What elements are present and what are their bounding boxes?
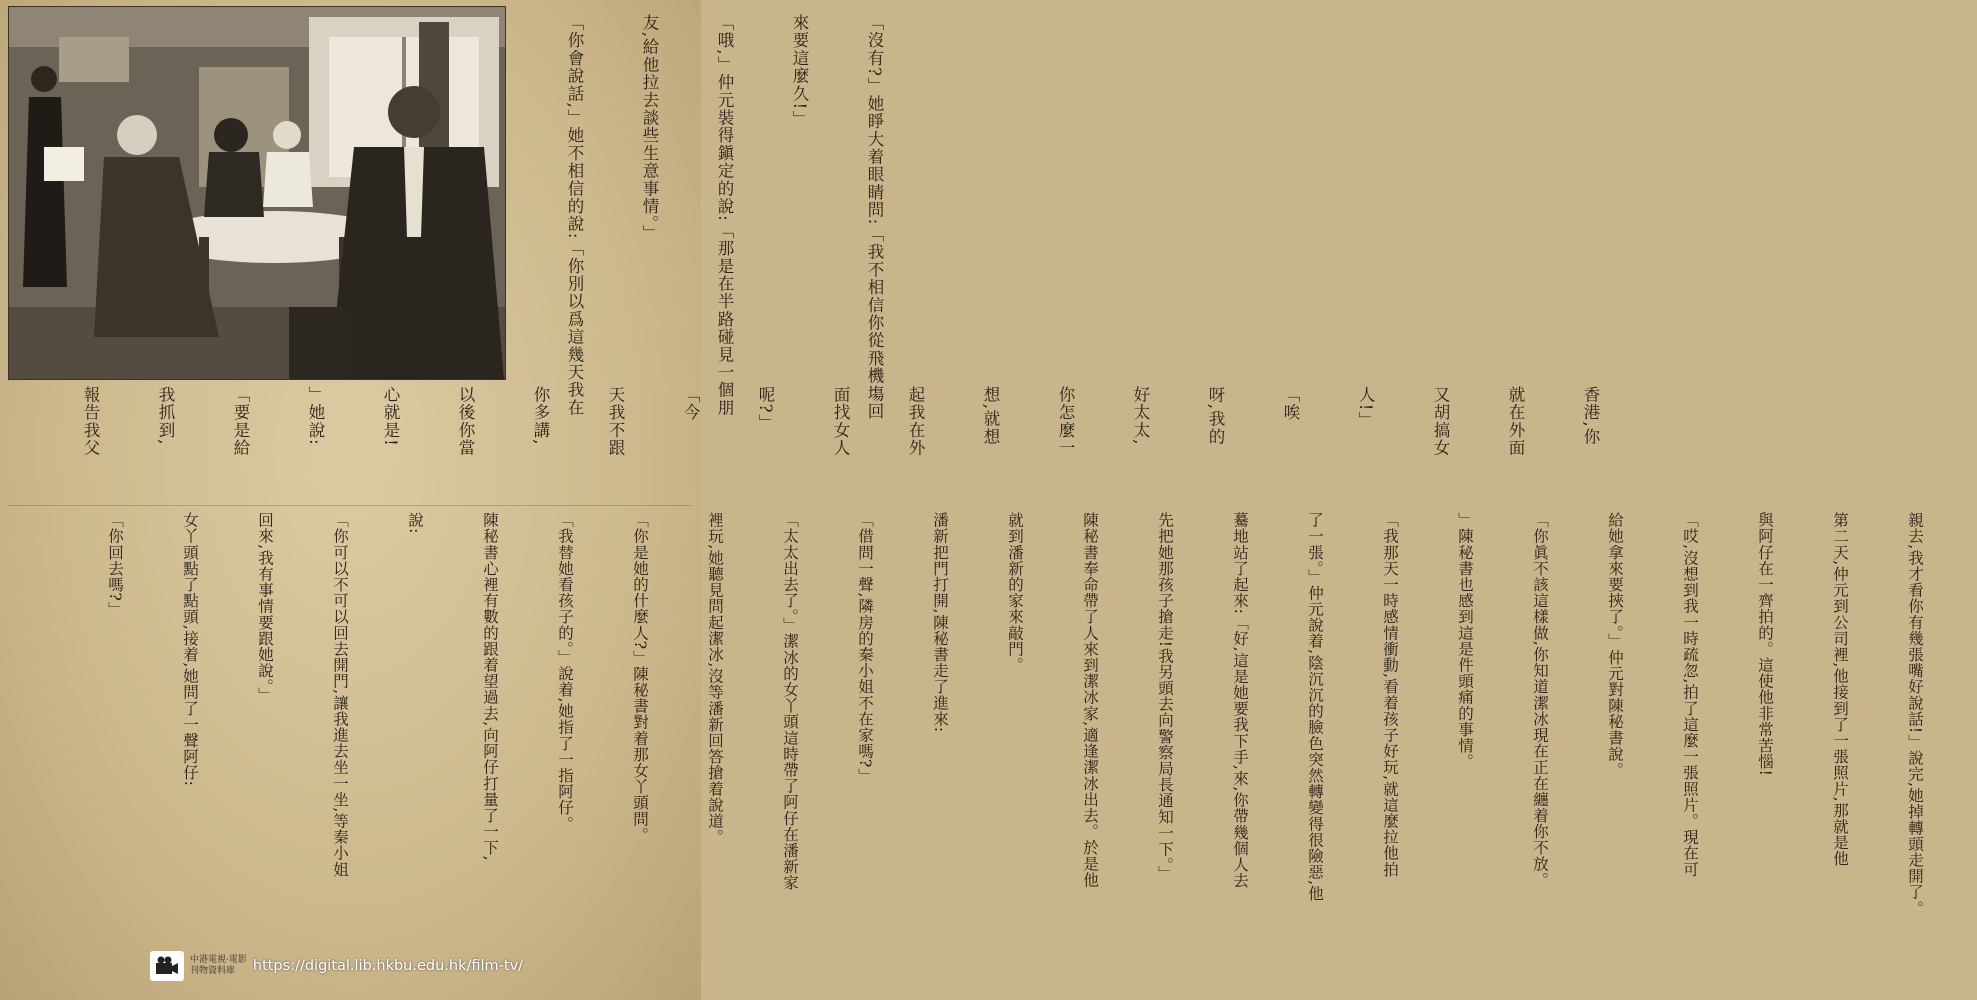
text-line: 想,就想: [981, 386, 1000, 446]
text-line: 「沒有?」她睜大着眼睛問:「我不相信你從飛機塲回: [865, 14, 884, 421]
text-line: 我抓到,: [156, 386, 175, 446]
text-line: 面找女人: [831, 386, 850, 457]
text-line: 你怎麼一: [1056, 386, 1075, 457]
text-line: 「要是給: [231, 386, 250, 457]
text-line: 又胡搞女: [1431, 386, 1450, 457]
text-line: 「你是她的什麼人?」陳秘書對着那女丫頭問。: [631, 512, 649, 843]
text-line: 香港,你: [1581, 386, 1600, 446]
text-line: 潘新把門打開,陳秘書走了進來:: [931, 512, 949, 733]
text-line: 說:: [406, 512, 424, 534]
archive-logo-icon: [150, 951, 184, 981]
text-line: 裡玩,她聽見問起潔冰,沒等潘新回答搶着說道。: [706, 512, 724, 846]
film-camera-icon: [154, 955, 180, 977]
right-text-block: [28, 386, 1653, 498]
text-line: 第二天,仲元到公司裡,他接到了一張照片,那就是他: [1831, 512, 1849, 867]
text-line: 「你回去嗎?」: [106, 512, 124, 618]
text-line: 」陳秘書也感到這是件頭痛的事情。: [1456, 512, 1474, 770]
film-still-illustration: [9, 7, 505, 379]
archive-name: [190, 955, 247, 977]
text-line: 給她拿來要挾了。」仲元對陳秘書說。: [1606, 512, 1624, 778]
text-line: 「你眞不該這樣做,你知道潔冰現在正在纏着你不放。: [1531, 512, 1549, 888]
text-line: 好太太,: [1131, 386, 1150, 446]
text-line: 呢?」: [756, 386, 775, 432]
text-line: 與阿仔在一齊拍的。這使他非常苦惱!: [1756, 512, 1774, 777]
text-line: 「唉: [1281, 386, 1300, 422]
text-line: 「我替她看孩子的。」說着,她指了一指阿仔。: [556, 512, 574, 832]
text-line: 「今: [681, 386, 700, 422]
text-line: 來要這麼久!」: [790, 14, 809, 129]
text-line: 陳秘書心裡有數的跟着望過去,向阿仔打量了一下,: [481, 512, 499, 862]
text-line: 就到潘新的家來敲門。: [1006, 512, 1024, 673]
text-line: 你多講,: [531, 386, 550, 446]
lower-text-block: [52, 512, 1977, 942]
section-divider: [8, 505, 692, 506]
text-line: 「你可以不可以回去開門,讓我進去坐一坐,等秦小姐: [331, 512, 349, 878]
text-line: 「你會說話,」她不相信的說:「你別以爲這幾天我在: [565, 14, 584, 417]
text-line: 「哎,沒想到我一時疏忽,拍了這麼一張照片。現在可: [1681, 512, 1699, 878]
text-line: 就在外面: [1506, 386, 1525, 457]
text-line: 「哦,」仲元裝得鎭定的說:「那是在半路碰見一個朋: [715, 14, 734, 417]
text-line: 以後你當: [456, 386, 475, 457]
text-line: 報告我父: [81, 386, 100, 457]
text-line: 親去,我才看你有幾張嘴好說話!」說完,她掉轉頭走開了。: [1906, 512, 1924, 917]
text-line: 回來,我有事情要跟她說。」: [256, 512, 274, 703]
archive-name-line1: 中港電視·電影: [190, 955, 247, 965]
archive-url-link[interactable]: https://digital.lib.hkbu.edu.hk/film-tv/: [252, 958, 524, 974]
text-line: 女丫頭點了點頭,接着,她問了一聲阿仔:: [181, 512, 199, 787]
text-line: 「我那天一時感情衝動,看着孩子好玩,就這麼拉他拍: [1381, 512, 1399, 878]
text-line: 呀,我的: [1206, 386, 1225, 446]
text-line: 天我不跟: [606, 386, 625, 457]
text-line: 」她說:: [306, 386, 325, 446]
archive-name-line2: 刊物資料庫: [190, 966, 236, 976]
archive-watermark: [150, 946, 523, 986]
film-still-photo: [8, 6, 506, 380]
text-line: 先把她那孩子搶走!我另頭去向警察局長通知一下。」: [1156, 512, 1174, 882]
text-line: 心就是!: [381, 386, 400, 447]
text-line: 人!」: [1356, 386, 1375, 430]
text-line: 「太太出去了。」潔冰的女丫頭這時帶了阿仔在潘新家: [781, 512, 799, 891]
text-line: 「借問一聲,隣房的秦小姐不在家嗎?」: [856, 512, 874, 785]
text-line: 友,給他拉去談些生意事情。」: [640, 14, 659, 243]
text-line: 了一張。」仲元說着,陰沉沉的臉色突然轉變得很險惡,他: [1306, 512, 1324, 902]
text-line: 陳秘書奉命帶了人來到潔冰家,適逢潔冰出去。於是他: [1081, 512, 1099, 888]
text-line: 起我在外: [906, 386, 925, 457]
text-line: 驀地站了起來:「好,這是她要我下手,來,你帶幾個人去: [1231, 512, 1249, 889]
